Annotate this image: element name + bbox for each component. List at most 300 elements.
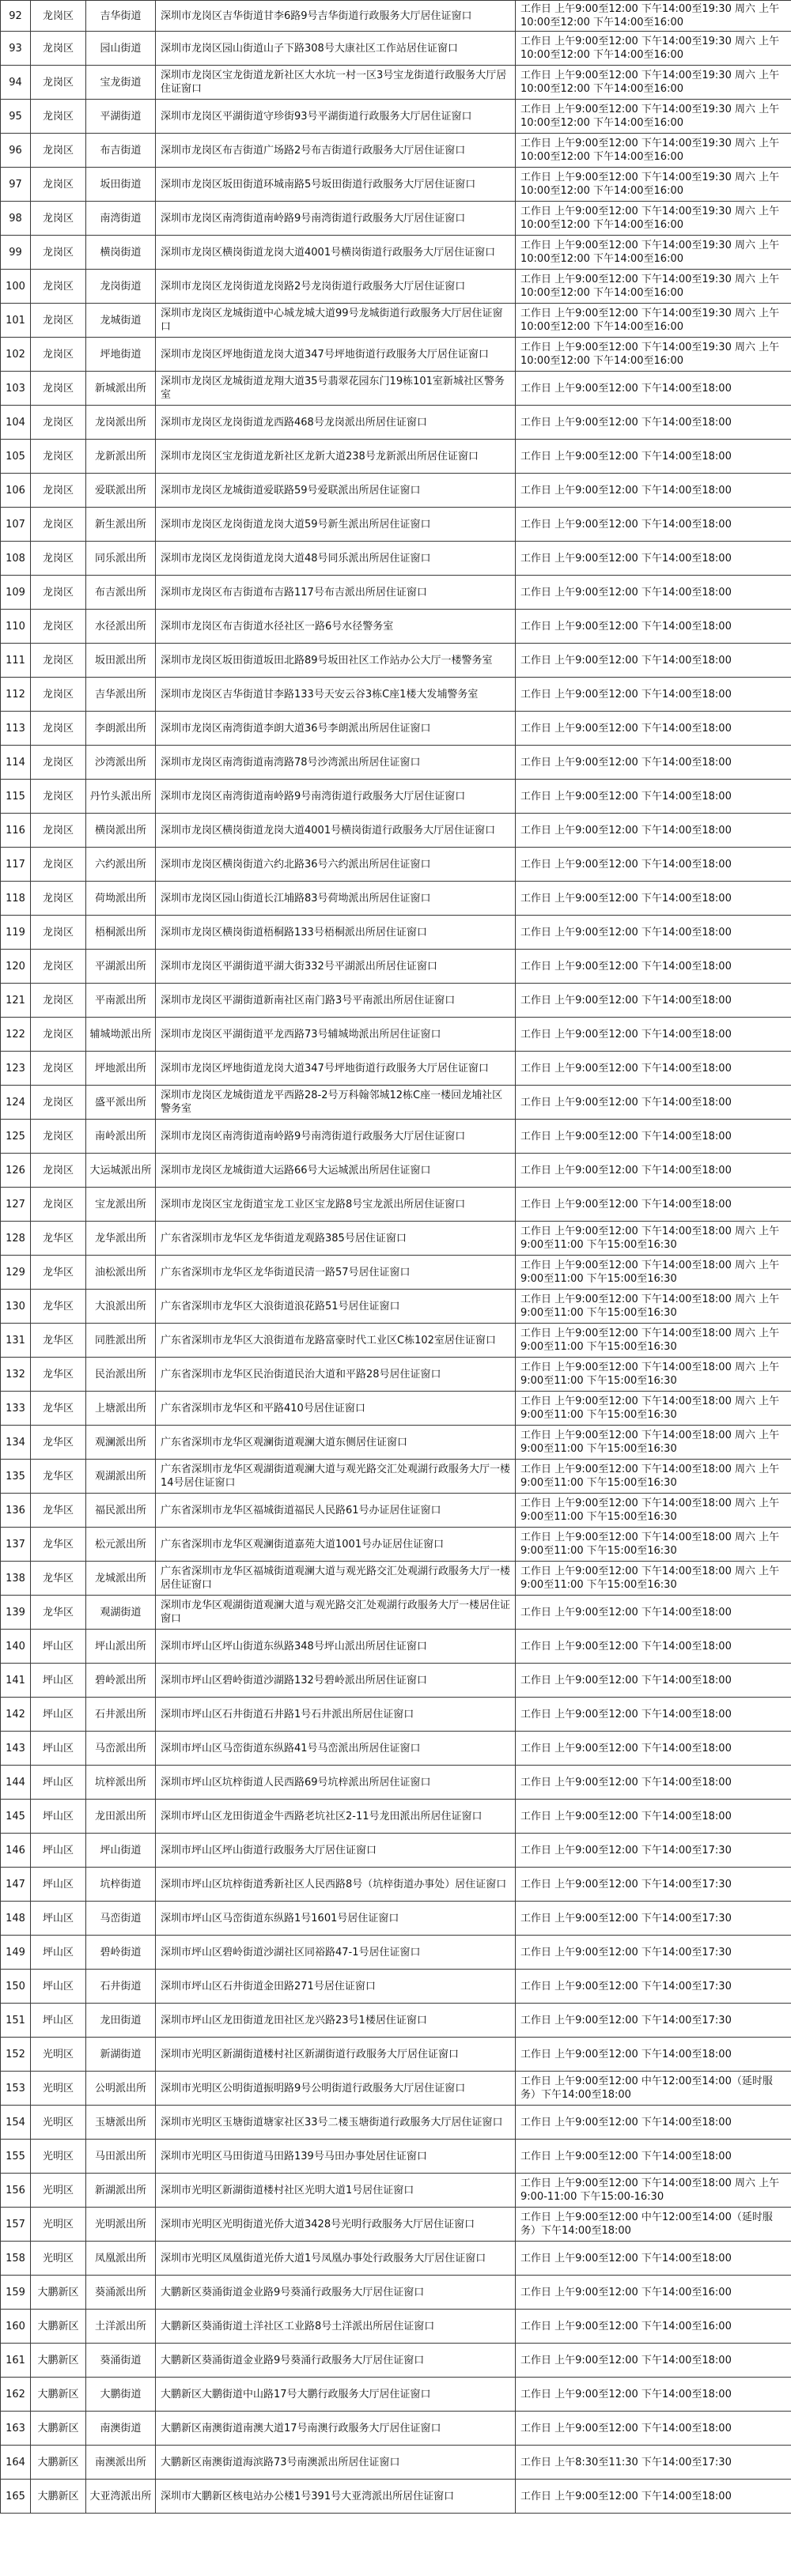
office-hours-cell: 工作日 上午9:00至12:00 下午14:00至16:00: [516, 2276, 791, 2310]
unit-name-cell: 坪地街道: [86, 338, 156, 372]
row-number-cell: 128: [1, 1222, 31, 1256]
table-row: [1, 236, 791, 270]
district-cell: 龙岗区: [31, 1086, 86, 1120]
address-cell: 深圳市龙岗区吉华街道甘李路133号天安云谷3栋C座1楼大发埔警务室: [156, 678, 516, 712]
table-row: [1, 882, 791, 916]
row-number-cell: 114: [1, 746, 31, 780]
row-number-cell: 107: [1, 508, 31, 542]
unit-name-cell: 龙新派出所: [86, 440, 156, 474]
office-hours-cell: 工作日 上午9:00至12:00 下午14:00至18:00: [516, 2242, 791, 2276]
district-cell: 光明区: [31, 2208, 86, 2242]
table-row: [1, 1902, 791, 1936]
address-cell: 深圳市龙岗区龙城街道大运路66号大运城派出所居住证窗口: [156, 1154, 516, 1188]
unit-name-cell: 龙田街道: [86, 2004, 156, 2038]
office-hours-cell: 工作日 上午9:00至12:00 下午14:00至18:00: [516, 542, 791, 576]
office-hours-cell: 工作日 上午8:30至11:30 下午14:00至17:30: [516, 2446, 791, 2480]
unit-name-cell: 盛平派出所: [86, 1086, 156, 1120]
row-number-cell: 105: [1, 440, 31, 474]
unit-name-cell: 碧岭街道: [86, 1936, 156, 1970]
row-number-cell: 136: [1, 1494, 31, 1528]
row-number-cell: 98: [1, 202, 31, 236]
table-row: [1, 440, 791, 474]
unit-name-cell: 龙岗派出所: [86, 406, 156, 440]
office-hours-cell: 工作日 上午9:00至12:00 下午14:00至18:00 周六 上午9:00至11:00 下午15:00至16:30: [516, 1358, 791, 1392]
table-row: [1, 2242, 791, 2276]
district-cell: 光明区: [31, 2106, 86, 2140]
address-cell: 深圳市龙岗区平湖街道平湖大街332号平湖派出所居住证窗口: [156, 950, 516, 984]
table-row: [1, 168, 791, 202]
address-cell: 深圳市光明区玉塘街道塘家社区33号二楼玉塘街道行政服务大厅居住证窗口: [156, 2106, 516, 2140]
row-number-cell: 111: [1, 644, 31, 678]
office-hours-cell: 工作日 上午9:00至12:00 下午14:00至19:30 周六 上午10:00至12:00 下午14:00至16:00: [516, 1, 791, 32]
district-cell: 龙岗区: [31, 474, 86, 508]
unit-name-cell: 公明派出所: [86, 2072, 156, 2106]
address-cell: 深圳市龙岗区宝龙街道龙新社区大水坑一村一区3号宝龙街道行政服务大厅居住证窗口: [156, 66, 516, 100]
row-number-cell: 99: [1, 236, 31, 270]
address-cell: 深圳市龙岗区龙城街道龙平西路28-2号万科翰邻城12栋C座一楼回龙埔社区警务室: [156, 1086, 516, 1120]
office-hours-cell: 工作日 上午9:00至12:00 下午14:00至18:00 周六 上午9:00至11:00 下午15:00至16:30: [516, 1562, 791, 1596]
row-number-cell: 93: [1, 32, 31, 66]
office-hours-cell: 工作日 上午9:00至12:00 下午14:00至18:00: [516, 1732, 791, 1766]
table-row: [1, 1800, 791, 1834]
address-cell: 深圳市大鹏新区核电站办公楼1号391号大亚湾派出所居住证窗口: [156, 2480, 516, 2514]
table-row: [1, 372, 791, 406]
table-row: [1, 1460, 791, 1494]
unit-name-cell: 葵涌派出所: [86, 2276, 156, 2310]
district-cell: 大鹏新区: [31, 2412, 86, 2446]
office-hours-cell: 工作日 上午9:00至12:00 下午14:00至18:00: [516, 644, 791, 678]
address-cell: 深圳市龙岗区布吉街道布吉路117号布吉派出所居住证窗口: [156, 576, 516, 610]
unit-name-cell: 园山街道: [86, 32, 156, 66]
office-hours-cell: 工作日 上午9:00至12:00 下午14:00至18:00: [516, 508, 791, 542]
district-cell: 坪山区: [31, 1664, 86, 1698]
address-cell: 深圳市龙岗区坂田街道环城南路5号坂田街道行政服务大厅居住证窗口: [156, 168, 516, 202]
address-cell: 深圳市龙岗区横岗街道龙岗大道4001号横岗街道行政服务大厅居住证窗口: [156, 814, 516, 848]
unit-name-cell: 马田派出所: [86, 2140, 156, 2174]
district-cell: 龙华区: [31, 1290, 86, 1324]
address-cell: 深圳市坪山区石井街道石井路1号石井派出所居住证窗口: [156, 1698, 516, 1732]
district-cell: 坪山区: [31, 1766, 86, 1800]
district-cell: 龙岗区: [31, 644, 86, 678]
office-hours-cell: 工作日 上午9:00至12:00 下午14:00至19:30 周六 上午10:00至12:00 下午14:00至16:00: [516, 134, 791, 168]
row-number-cell: 152: [1, 2038, 31, 2072]
table-row: [1, 1086, 791, 1120]
district-cell: 光明区: [31, 2174, 86, 2208]
row-number-cell: 146: [1, 1834, 31, 1868]
address-cell: 广东省深圳市龙华区福城街道观澜大道与观光路交汇处观湖行政服务大厅一楼居住证窗口: [156, 1562, 516, 1596]
office-hours-cell: 工作日 上午9:00至12:00 下午14:00至18:00: [516, 1188, 791, 1222]
unit-name-cell: 碧岭派出所: [86, 1664, 156, 1698]
row-number-cell: 116: [1, 814, 31, 848]
office-hours-cell: 工作日 上午9:00至12:00 下午14:00至18:00: [516, 440, 791, 474]
unit-name-cell: 梧桐派出所: [86, 916, 156, 950]
address-cell: 深圳市龙岗区南湾街道南岭路9号南湾街道行政服务大厅居住证窗口: [156, 780, 516, 814]
table-row: [1, 2174, 791, 2208]
office-hours-cell: 工作日 上午9:00至12:00 下午14:00至18:00: [516, 2480, 791, 2514]
table-row: [1, 1324, 791, 1358]
district-cell: 龙岗区: [31, 848, 86, 882]
table-row: [1, 984, 791, 1018]
table-row: [1, 1936, 791, 1970]
table-row: [1, 712, 791, 746]
office-hours-cell: 工作日 上午9:00至12:00 下午14:00至18:00: [516, 1154, 791, 1188]
unit-name-cell: 土洋派出所: [86, 2310, 156, 2344]
table-row: [1, 678, 791, 712]
district-cell: 龙岗区: [31, 440, 86, 474]
unit-name-cell: 爱联派出所: [86, 474, 156, 508]
table-row: [1, 1256, 791, 1290]
address-cell: 大鹏新区南澳街道南澳大道17号南澳行政服务大厅居住证窗口: [156, 2412, 516, 2446]
office-hours-cell: 工作日 上午9:00至12:00 下午14:00至19:30 周六 上午10:00至12:00 下午14:00至16:00: [516, 202, 791, 236]
district-cell: 龙华区: [31, 1596, 86, 1630]
row-number-cell: 121: [1, 984, 31, 1018]
row-number-cell: 161: [1, 2344, 31, 2378]
address-cell: 深圳市光明区新湖街道楼村社区光明大道1号居住证窗口: [156, 2174, 516, 2208]
unit-name-cell: 福民派出所: [86, 1494, 156, 1528]
table-row: [1, 2310, 791, 2344]
office-hours-cell: 工作日 上午9:00至12:00 下午14:00至17:30: [516, 1936, 791, 1970]
address-cell: 深圳市龙岗区龙城街道中心城龙城大道99号龙城街道行政服务大厅居住证窗口: [156, 304, 516, 338]
district-cell: 龙岗区: [31, 712, 86, 746]
district-cell: 坪山区: [31, 2004, 86, 2038]
office-hours-cell: 工作日 上午9:00至12:00 下午14:00至18:00: [516, 2106, 791, 2140]
address-cell: 深圳市龙岗区坪地街道龙岗大道347号坪地街道行政服务大厅居住证窗口: [156, 338, 516, 372]
office-hours-cell: 工作日 上午9:00至12:00 下午14:00至18:00: [516, 610, 791, 644]
table-row: [1, 474, 791, 508]
district-cell: 大鹏新区: [31, 2276, 86, 2310]
district-cell: 龙岗区: [31, 168, 86, 202]
office-hours-cell: 工作日 上午9:00至12:00 下午14:00至18:00: [516, 1086, 791, 1120]
district-cell: 大鹏新区: [31, 2480, 86, 2514]
table-row: [1, 1596, 791, 1630]
district-cell: 大鹏新区: [31, 2310, 86, 2344]
office-hours-cell: 工作日 上午9:00至12:00 下午14:00至19:30 周六 上午10:00至12:00 下午14:00至16:00: [516, 168, 791, 202]
unit-name-cell: 石井派出所: [86, 1698, 156, 1732]
office-hours-cell: 工作日 上午9:00至12:00 下午14:00至18:00: [516, 1766, 791, 1800]
row-number-cell: 100: [1, 270, 31, 304]
address-cell: 深圳市龙岗区龙岗街道龙西路468号龙岗派出所居住证窗口: [156, 406, 516, 440]
address-cell: 广东省深圳市龙华区大浪街道浪花路51号居住证窗口: [156, 1290, 516, 1324]
unit-name-cell: 上塘派出所: [86, 1392, 156, 1426]
table-row: [1, 2106, 791, 2140]
row-number-cell: 154: [1, 2106, 31, 2140]
unit-name-cell: 水径派出所: [86, 610, 156, 644]
address-cell: 深圳市龙岗区坂田街道坂田北路89号坂田社区工作站办公大厅一楼警务室: [156, 644, 516, 678]
office-hours-cell: 工作日 上午9:00至12:00 下午14:00至19:30 周六 上午10:00至12:00 下午14:00至16:00: [516, 66, 791, 100]
district-cell: 龙岗区: [31, 916, 86, 950]
table-row: [1, 134, 791, 168]
unit-name-cell: 同胜派出所: [86, 1324, 156, 1358]
row-number-cell: 118: [1, 882, 31, 916]
district-cell: 坪山区: [31, 1936, 86, 1970]
row-number-cell: 96: [1, 134, 31, 168]
table-row: [1, 2140, 791, 2174]
district-cell: 光明区: [31, 2072, 86, 2106]
row-number-cell: 123: [1, 1052, 31, 1086]
office-hours-cell: 工作日 上午9:00至12:00 下午14:00至18:00: [516, 372, 791, 406]
office-hours-cell: 工作日 上午9:00至12:00 下午14:00至18:00: [516, 984, 791, 1018]
row-number-cell: 115: [1, 780, 31, 814]
row-number-cell: 119: [1, 916, 31, 950]
unit-name-cell: 南岭派出所: [86, 1120, 156, 1154]
table-row: [1, 780, 791, 814]
table-row: [1, 304, 791, 338]
table-row: [1, 338, 791, 372]
office-hours-cell: 工作日 上午9:00至12:00 下午14:00至18:00: [516, 1052, 791, 1086]
unit-name-cell: 李朗派出所: [86, 712, 156, 746]
row-number-cell: 117: [1, 848, 31, 882]
row-number-cell: 145: [1, 1800, 31, 1834]
row-number-cell: 148: [1, 1902, 31, 1936]
unit-name-cell: 宝龙派出所: [86, 1188, 156, 1222]
unit-name-cell: 平南派出所: [86, 984, 156, 1018]
unit-name-cell: 南澳街道: [86, 2412, 156, 2446]
address-cell: 广东省深圳市龙华区观澜街道观澜大道东侧居住证窗口: [156, 1426, 516, 1460]
unit-name-cell: 坂田派出所: [86, 644, 156, 678]
row-number-cell: 124: [1, 1086, 31, 1120]
unit-name-cell: 观澜派出所: [86, 1426, 156, 1460]
table-row: [1, 644, 791, 678]
unit-name-cell: 南湾街道: [86, 202, 156, 236]
unit-name-cell: 马峦派出所: [86, 1732, 156, 1766]
row-number-cell: 143: [1, 1732, 31, 1766]
address-cell: 广东省深圳市龙华区福城街道福民人民路61号办证居住证窗口: [156, 1494, 516, 1528]
row-number-cell: 97: [1, 168, 31, 202]
row-number-cell: 149: [1, 1936, 31, 1970]
office-hours-cell: 工作日 上午9:00至12:00 下午14:00至18:00: [516, 1018, 791, 1052]
district-cell: 龙岗区: [31, 1188, 86, 1222]
table-row: [1, 916, 791, 950]
table-row: [1, 1528, 791, 1562]
address-cell: 深圳市龙岗区平湖街道平龙西路73号辅城坳派出所居住证窗口: [156, 1018, 516, 1052]
district-cell: 龙岗区: [31, 1, 86, 32]
address-cell: 深圳市龙华区观湖街道观澜大道与观光路交汇处观湖行政服务大厅一楼居住证窗口: [156, 1596, 516, 1630]
office-hours-cell: 工作日 上午9:00至12:00 下午14:00至18:00: [516, 882, 791, 916]
address-cell: 深圳市龙岗区龙岗街道龙岗大道48号同乐派出所居住证窗口: [156, 542, 516, 576]
address-cell: 广东省深圳市龙华区民治街道民治大道和平路28号居住证窗口: [156, 1358, 516, 1392]
district-cell: 龙岗区: [31, 610, 86, 644]
row-number-cell: 144: [1, 1766, 31, 1800]
unit-name-cell: 坪山街道: [86, 1834, 156, 1868]
row-number-cell: 106: [1, 474, 31, 508]
unit-name-cell: 平湖派出所: [86, 950, 156, 984]
row-number-cell: 139: [1, 1596, 31, 1630]
district-cell: 龙岗区: [31, 1154, 86, 1188]
row-number-cell: 137: [1, 1528, 31, 1562]
row-number-cell: 155: [1, 2140, 31, 2174]
office-hours-cell: 工作日 上午9:00至12:00 下午14:00至19:30 周六 上午10:00至12:00 下午14:00至16:00: [516, 270, 791, 304]
table-row: [1, 1562, 791, 1596]
district-cell: 龙岗区: [31, 100, 86, 134]
office-hours-cell: 工作日 上午9:00至12:00 下午14:00至18:00 周六 上午9:00至11:00 下午15:00至16:30: [516, 1528, 791, 1562]
row-number-cell: 102: [1, 338, 31, 372]
address-cell: 深圳市龙岗区南湾街道南湾路78号沙湾派出所居住证窗口: [156, 746, 516, 780]
office-hours-cell: 工作日 上午9:00至12:00 下午14:00至18:00 周六 上午9:00至11:00 下午15:00至16:30: [516, 1290, 791, 1324]
unit-name-cell: 观湖派出所: [86, 1460, 156, 1494]
district-cell: 坪山区: [31, 1868, 86, 1902]
address-cell: 大鹏新区葵涌街道金业路9号葵涌行政服务大厅居住证窗口: [156, 2344, 516, 2378]
district-cell: 龙岗区: [31, 780, 86, 814]
unit-name-cell: 坪山派出所: [86, 1630, 156, 1664]
district-cell: 大鹏新区: [31, 2446, 86, 2480]
address-cell: 深圳市坪山区碧岭街道沙湖社区同裕路47-1号居住证窗口: [156, 1936, 516, 1970]
row-number-cell: 165: [1, 2480, 31, 2514]
unit-name-cell: 龙田派出所: [86, 1800, 156, 1834]
office-hours-cell: 工作日 上午9:00至12:00 下午14:00至18:00: [516, 2344, 791, 2378]
table-row: [1, 2038, 791, 2072]
unit-name-cell: 荷坳派出所: [86, 882, 156, 916]
row-number-cell: 157: [1, 2208, 31, 2242]
table-row: [1, 1358, 791, 1392]
table-row: [1, 2446, 791, 2480]
address-cell: 深圳市龙岗区平湖街道守珍街93号平湖街道行政服务大厅居住证窗口: [156, 100, 516, 134]
unit-name-cell: 布吉街道: [86, 134, 156, 168]
unit-name-cell: 石井街道: [86, 1970, 156, 2004]
address-cell: 深圳市龙岗区平湖街道新南社区南门路3号平南派出所居住证窗口: [156, 984, 516, 1018]
row-number-cell: 151: [1, 2004, 31, 2038]
table-row: [1, 1698, 791, 1732]
district-cell: 龙华区: [31, 1494, 86, 1528]
office-hours-cell: 工作日 上午9:00至12:00 下午14:00至18:00: [516, 2412, 791, 2446]
table-row: [1, 2412, 791, 2446]
address-cell: 深圳市龙岗区宝龙街道宝龙工业区宝龙路8号宝龙派出所居住证窗口: [156, 1188, 516, 1222]
district-cell: 龙华区: [31, 1562, 86, 1596]
address-cell: 深圳市光明区马田街道马田路139号马田办事处居住证窗口: [156, 2140, 516, 2174]
office-hours-cell: 工作日 上午9:00至12:00 下午14:00至18:00: [516, 1596, 791, 1630]
table-row: [1, 1290, 791, 1324]
row-number-cell: 132: [1, 1358, 31, 1392]
table-row: [1, 2208, 791, 2242]
table-row: [1, 1970, 791, 2004]
office-hours-cell: 工作日 上午9:00至12:00 下午14:00至18:00: [516, 950, 791, 984]
address-cell: 大鹏新区葵涌街道金业路9号葵涌行政服务大厅居住证窗口: [156, 2276, 516, 2310]
row-number-cell: 101: [1, 304, 31, 338]
office-hours-cell: 工作日 上午9:00至12:00 下午14:00至18:00: [516, 1630, 791, 1664]
address-cell: 大鹏新区南澳街道海滨路73号南澳派出所居住证窗口: [156, 2446, 516, 2480]
office-hours-cell: 工作日 上午9:00至12:00 下午14:00至18:00: [516, 1664, 791, 1698]
row-number-cell: 131: [1, 1324, 31, 1358]
district-cell: 龙华区: [31, 1256, 86, 1290]
address-cell: 广东省深圳市龙华区观澜街道嘉苑大道1001号办证居住证窗口: [156, 1528, 516, 1562]
table-row: [1, 814, 791, 848]
office-hours-cell: 工作日 上午9:00至12:00 下午14:00至17:30: [516, 2004, 791, 2038]
row-number-cell: 127: [1, 1188, 31, 1222]
district-cell: 龙岗区: [31, 508, 86, 542]
unit-name-cell: 大亚湾派出所: [86, 2480, 156, 2514]
district-cell: 光明区: [31, 2140, 86, 2174]
district-cell: 龙岗区: [31, 134, 86, 168]
unit-name-cell: 六约派出所: [86, 848, 156, 882]
address-cell: 深圳市坪山区龙田街道龙田社区龙兴路23号1楼居住证窗口: [156, 2004, 516, 2038]
address-cell: 广东省深圳市龙华区龙华街道龙观路385号居住证窗口: [156, 1222, 516, 1256]
unit-name-cell: 宝龙街道: [86, 66, 156, 100]
district-cell: 龙岗区: [31, 746, 86, 780]
district-cell: 龙华区: [31, 1222, 86, 1256]
office-hours-cell: 工作日 上午9:00至12:00 下午14:00至18:00: [516, 1800, 791, 1834]
unit-name-cell: 龙岗街道: [86, 270, 156, 304]
table-row: [1, 2004, 791, 2038]
table-row: [1, 1018, 791, 1052]
table-row: [1, 1664, 791, 1698]
unit-name-cell: 光明派出所: [86, 2208, 156, 2242]
office-hours-cell: 工作日 上午9:00至12:00 下午14:00至19:30 周六 上午10:00至12:00 下午14:00至16:00: [516, 32, 791, 66]
district-cell: 龙岗区: [31, 542, 86, 576]
row-number-cell: 138: [1, 1562, 31, 1596]
table-row: [1, 746, 791, 780]
district-cell: 龙岗区: [31, 32, 86, 66]
unit-name-cell: 吉华街道: [86, 1, 156, 32]
address-cell: 深圳市光明区凤凰街道光侨大道1号凤凰办事处行政服务大厅居住证窗口: [156, 2242, 516, 2276]
district-cell: 龙岗区: [31, 202, 86, 236]
district-cell: 坪山区: [31, 1834, 86, 1868]
address-cell: 深圳市龙岗区布吉街道水径社区一路6号水径警务室: [156, 610, 516, 644]
table-row: [1, 610, 791, 644]
table-row: [1, 1052, 791, 1086]
row-number-cell: 110: [1, 610, 31, 644]
address-cell: 深圳市龙岗区龙岗街道龙岗路2号龙岗街道行政服务大厅居住证窗口: [156, 270, 516, 304]
address-cell: 大鹏新区葵涌街道土洋社区工业路8号土洋派出所居住证窗口: [156, 2310, 516, 2344]
address-cell: 深圳市龙岗区南湾街道南岭路9号南湾街道行政服务大厅居住证窗口: [156, 202, 516, 236]
table-row: [1, 270, 791, 304]
table-row: [1, 2378, 791, 2412]
office-hours-cell: 工作日 上午9:00至12:00 下午14:00至18:00: [516, 916, 791, 950]
row-number-cell: 108: [1, 542, 31, 576]
address-cell: 深圳市坪山区马峦街道东纵路1号1601号居住证窗口: [156, 1902, 516, 1936]
address-cell: 深圳市坪山区石井街道金田路271号居住证窗口: [156, 1970, 516, 2004]
unit-name-cell: 凤凰派出所: [86, 2242, 156, 2276]
district-cell: 坪山区: [31, 1630, 86, 1664]
table-row: [1, 1154, 791, 1188]
address-cell: 深圳市龙岗区园山街道山子下路308号大康社区工作站居住证窗口: [156, 32, 516, 66]
row-number-cell: 160: [1, 2310, 31, 2344]
address-cell: 深圳市龙岗区龙岗街道龙岗大道59号新生派出所居住证窗口: [156, 508, 516, 542]
office-hours-cell: 工作日 上午9:00至12:00 下午14:00至17:30: [516, 1970, 791, 2004]
address-cell: 大鹏新区大鹏街道中山路17号大鹏行政服务大厅居住证窗口: [156, 2378, 516, 2412]
district-cell: 龙岗区: [31, 338, 86, 372]
address-cell: 深圳市光明区新湖街道楼村社区新湖街道行政服务大厅居住证窗口: [156, 2038, 516, 2072]
office-hours-cell: 工作日 上午9:00至12:00 下午14:00至18:00: [516, 2140, 791, 2174]
district-cell: 龙岗区: [31, 882, 86, 916]
district-cell: 龙岗区: [31, 372, 86, 406]
unit-name-cell: 新湖街道: [86, 2038, 156, 2072]
row-number-cell: 159: [1, 2276, 31, 2310]
office-hours-cell: 工作日 上午9:00至12:00 下午14:00至18:00 周六 上午9:00至11:00 下午15:00至16:30: [516, 1324, 791, 1358]
table-row: [1, 1222, 791, 1256]
office-hours-cell: 工作日 上午9:00至12:00 下午14:00至18:00 周六 上午9:00至11:00 下午15:00至16:30: [516, 1460, 791, 1494]
address-cell: 深圳市龙岗区横岗街道龙岗大道4001号横岗街道行政服务大厅居住证窗口: [156, 236, 516, 270]
table-row: [1, 1494, 791, 1528]
district-cell: 龙华区: [31, 1426, 86, 1460]
district-cell: 龙岗区: [31, 814, 86, 848]
office-hours-cell: 工作日 上午9:00至12:00 下午14:00至18:00: [516, 678, 791, 712]
row-number-cell: 153: [1, 2072, 31, 2106]
district-cell: 龙岗区: [31, 66, 86, 100]
row-number-cell: 163: [1, 2412, 31, 2446]
table-row: [1, 542, 791, 576]
row-number-cell: 130: [1, 1290, 31, 1324]
table-row: [1, 848, 791, 882]
district-cell: 龙岗区: [31, 270, 86, 304]
row-number-cell: 158: [1, 2242, 31, 2276]
table-row: [1, 1426, 791, 1460]
district-cell: 龙华区: [31, 1460, 86, 1494]
unit-name-cell: 坑梓派出所: [86, 1766, 156, 1800]
row-number-cell: 120: [1, 950, 31, 984]
unit-name-cell: 松元派出所: [86, 1528, 156, 1562]
unit-name-cell: 葵涌街道: [86, 2344, 156, 2378]
address-cell: 深圳市光明区光明街道光侨大道3428号光明行政服务大厅居住证窗口: [156, 2208, 516, 2242]
office-hours-cell: 工作日 上午9:00至12:00 下午14:00至18:00 周六 上午9:00至11:00 下午15:00至16:30: [516, 1256, 791, 1290]
